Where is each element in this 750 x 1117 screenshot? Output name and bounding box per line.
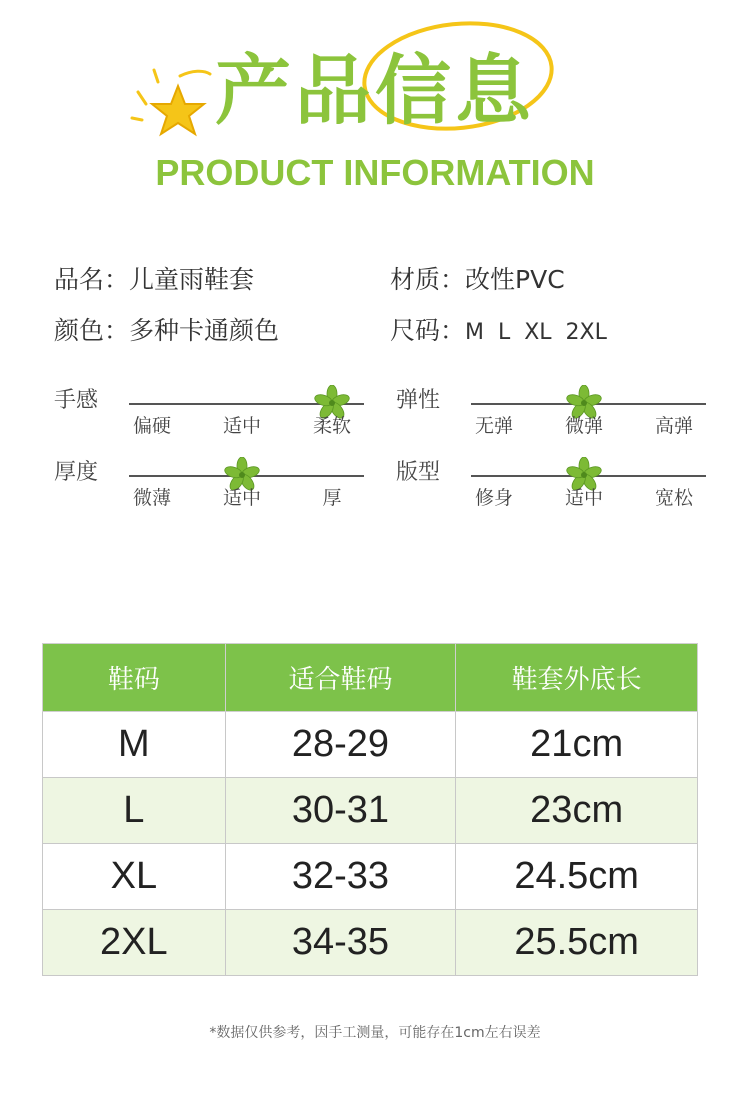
info-size [390,311,607,347]
table-row [43,910,698,976]
table-cell: 25.5cm [456,910,698,976]
product-info [0,255,750,345]
info-name-label: 品名： [54,265,130,294]
table-row [43,712,698,778]
table-cell: 34-35 [225,910,456,976]
table-cell: 24.5cm [456,844,698,910]
header-sole-length: 鞋套外底长 [456,644,698,712]
header-size: 鞋码 [43,644,226,712]
header [0,0,750,210]
table-cell: 23cm [456,778,698,844]
title-english: PRODUCT INFORMATION [155,152,595,193]
info-material-value: 改性PVC [465,265,565,294]
info-name [54,260,254,296]
slider-option: 无弹 [474,415,514,437]
table-row [43,778,698,844]
size-table [42,643,698,976]
table-cell: L [43,778,226,844]
table-row [43,844,698,910]
slider-option: 高弹 [654,415,694,437]
slider-option: 柔软 [312,415,352,437]
table-cell: 32-33 [225,844,456,910]
disclaimer-note: *数据仅供参考，因手工测量，可能存在1cm左右误差 [209,1025,541,1041]
info-color [54,311,279,347]
slider-elasticity [396,383,726,443]
table-cell: M [43,712,226,778]
slider-label: 手感 [54,388,99,413]
info-name-value: 儿童雨鞋套 [129,265,255,294]
info-color-label: 颜色： [54,316,130,345]
table-cell: 30-31 [225,778,456,844]
slider-option: 微薄 [132,487,172,509]
slider-fit [396,455,726,515]
slider-option: 偏硬 [132,415,172,437]
info-size-label: 尺码： [390,316,466,345]
slider-feel [54,383,384,443]
slider-option: 适中 [222,487,262,509]
slider-option: 适中 [564,487,604,509]
slider-label: 厚度 [54,460,99,485]
slider-thickness [54,455,384,515]
slider-option: 修身 [474,487,514,509]
slider-label: 弹性 [396,388,441,413]
slider-option: 微弹 [564,415,604,437]
info-color-value: 多种卡通颜色 [129,316,280,345]
table-cell: 28-29 [225,712,456,778]
header-fit-size: 适合鞋码 [225,644,456,712]
slider-option: 宽松 [654,487,694,509]
info-material [390,260,565,296]
table-cell: 21cm [456,712,698,778]
title-chinese: 产品信息 [215,46,535,135]
info-size-value: M L XL 2XL [465,320,607,345]
table-header-row [43,644,698,712]
table-cell: XL [43,844,226,910]
slider-option: 适中 [222,415,262,437]
slider-label: 版型 [396,460,441,485]
info-material-label: 材质： [390,265,466,294]
table-cell: 2XL [43,910,226,976]
slider-option: 厚 [322,487,342,509]
